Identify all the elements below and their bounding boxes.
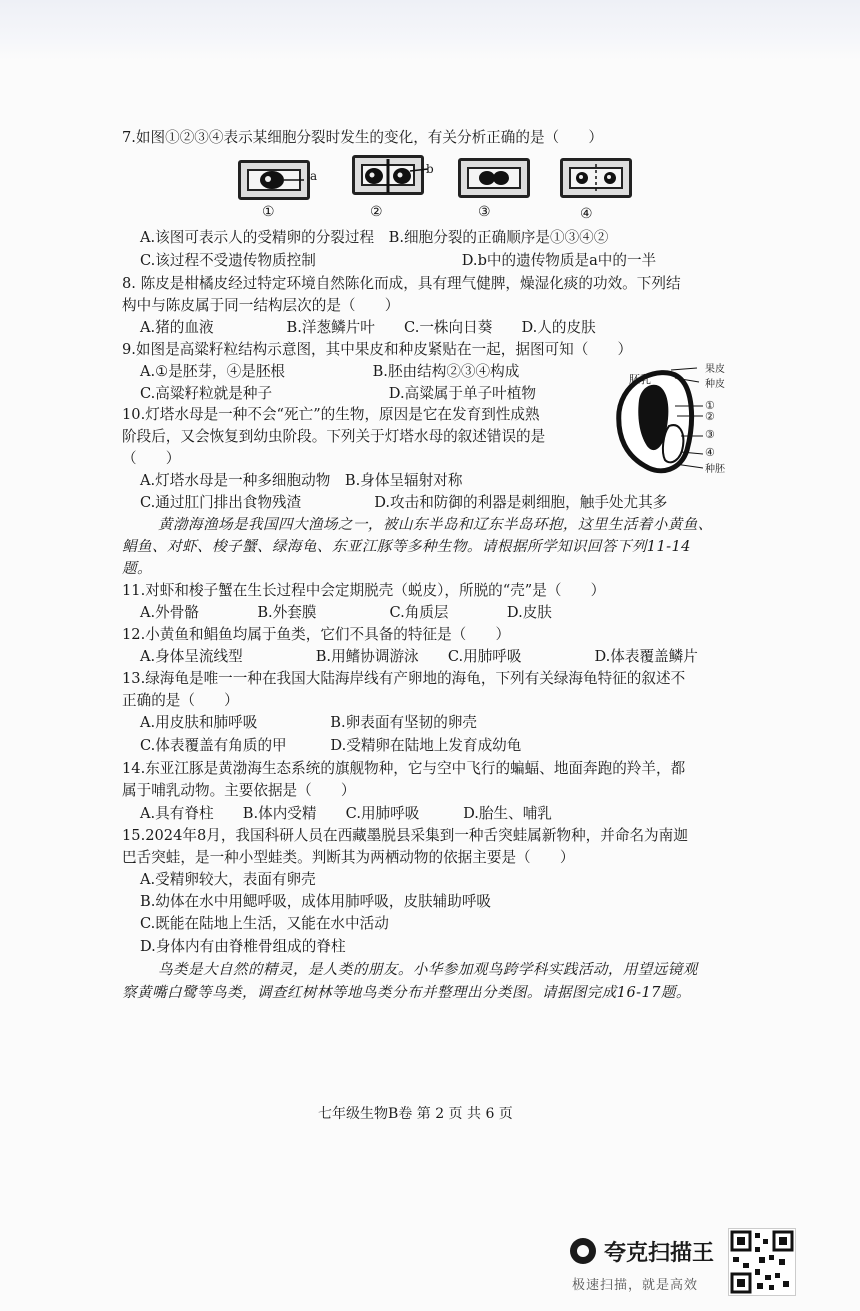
- question-15-option-b: B.幼体在水中用鳃呼吸，成体用肺呼吸，皮肤辅助呼吸: [140, 893, 492, 910]
- question-15-option-d: D.身体内有由脊椎骨组成的脊柱: [140, 938, 346, 955]
- sorghum-seed-diagram: [605, 360, 755, 480]
- question-10-options-ab: A.灯塔水母是一种多细胞动物 B.身体呈辐射对称: [140, 472, 463, 489]
- question-13-options-cd: C.体表覆盖有角质的甲 D.受精卵在陆地上发育成幼龟: [140, 737, 522, 754]
- label-structure-1: ①: [705, 399, 715, 412]
- scan-top-band: [0, 0, 860, 60]
- question-11: 11.对虾和梭子蟹在生长过程中会定期脱壳（蜕皮），所脱的“壳”是（ ）: [122, 582, 606, 599]
- question-12: 12.小黄鱼和鲳鱼均属于鱼类，它们不具备的特征是（ ）: [122, 626, 511, 643]
- label-seed-coat: 种皮: [705, 379, 725, 390]
- question-12-options: A.身体呈流线型 B.用鳍协调游泳 C.用肺呼吸 D.体表覆盖鳞片: [140, 648, 698, 665]
- question-13-line-1: 13.绿海龟是唯一一种在我国大陆海岸线有产卵地的海龟，下列有关绿海龟特征的叙述不: [122, 670, 686, 687]
- intro-16-17-line-2: 察黄嘴白鹭等鸟类，调查红树林等地鸟类分布并整理出分类图。请据图完成16-17题。: [122, 984, 691, 1001]
- scanner-slogan: 极速扫描，就是高效: [572, 1278, 699, 1293]
- question-13-options-ab: A.用皮肤和肺呼吸 B.卵表面有坚韧的卵壳: [140, 714, 478, 731]
- label-a: a: [310, 169, 318, 183]
- question-7-options-ab: A.该图可表示人的受精卵的分裂过程 B.细胞分裂的正确顺序是①③④②: [140, 229, 609, 246]
- label-structure-3: ③: [705, 428, 715, 441]
- question-10-options-cd: C.通过肛门排出食物残渣 D.攻击和防御的利器是刺细胞，触手处尤其多: [140, 494, 668, 511]
- question-15-line-2: 巴舌突蛙，是一种小型蛙类。判断其为两栖动物的依据主要是（ ）: [122, 849, 575, 866]
- scanner-brand-name: 夸克扫描王: [604, 1241, 715, 1266]
- question-15-option-a: A.受精卵较大，表面有卵壳: [140, 871, 316, 888]
- page-footer: 七年级生物B卷 第 2 页 共 6 页: [318, 1106, 513, 1122]
- question-14-options: A.具有脊柱 B.体内受精 C.用肺呼吸 D.胎生、哺乳: [140, 805, 552, 822]
- label-structure-4: ④: [705, 446, 715, 459]
- question-8-line-2: 构中与陈皮属于同一结构层次的是（ ）: [122, 297, 400, 314]
- question-8-line-1: 8. 陈皮是柑橘皮经过特定环境自然陈化而成，具有理气健脾，燥湿化痰的功效。下列结: [122, 275, 681, 292]
- question-15-option-c: C.既能在陆地上生活，又能在水中活动: [140, 915, 389, 932]
- label-embryo: 种胚: [705, 464, 725, 475]
- intro-11-14-line-3: 题。: [122, 560, 152, 577]
- figure-number-2: ②: [370, 204, 383, 220]
- label-b: b: [426, 162, 434, 176]
- label-endosperm: 胚乳: [629, 373, 651, 386]
- intro-16-17-line-1: 鸟类是大自然的精灵，是人类的朋友。小华参加观鸟跨学科实践活动，用望远镜观: [158, 961, 698, 978]
- figure-number-3: ③: [478, 204, 491, 220]
- question-7-options-cd: C.该过程不受遗传物质控制 D.b中的遗传物质是a中的一半: [140, 252, 657, 269]
- label-pericarp: 果皮: [705, 364, 725, 375]
- question-9-options-ab: A.①是胚芽，④是胚根 B.胚由结构②③④构成: [140, 363, 520, 380]
- intro-11-14-line-1: 黄渤海渔场是我国四大渔场之一，被山东半岛和辽东半岛环抱，这里生活着小黄鱼、: [158, 516, 713, 533]
- question-9: 9.如图是高粱籽粒结构示意图，其中果皮和种皮紧贴在一起，据图可知（ ）: [122, 341, 633, 358]
- question-7: 7.如图①②③④表示某细胞分裂时发生的变化，有关分析正确的是（ ）: [122, 129, 603, 146]
- question-10-line-2: 阶段后，又会恢复到幼虫阶段。下列关于灯塔水母的叙述错误的是: [122, 428, 546, 445]
- question-14-line-2: 属于哺乳动物。主要依据是（ ）: [122, 782, 356, 799]
- label-structure-2: ②: [705, 410, 715, 423]
- question-15-line-1: 15.2024年8月，我国科研人员在西藏墨脱县采集到一种舌突蛙属新物种，并命名为南迦: [122, 827, 688, 844]
- question-14-line-1: 14.东亚江豚是黄渤海生态系统的旗舰物种，它与空中飞行的蝙蝠、地面奔跑的羚羊，都: [122, 760, 686, 777]
- question-10-line-1: 10.灯塔水母是一种不会“死亡”的生物，原因是它在发育到性成熟: [122, 406, 540, 423]
- figure-number-1: ①: [262, 204, 275, 220]
- question-13-line-2: 正确的是（ ）: [122, 692, 239, 709]
- question-8-options: A.猪的血液 B.洋葱鳞片叶 C.一株向日葵 D.人的皮肤: [140, 319, 596, 336]
- cell-3-nucleus: [458, 158, 530, 200]
- intro-11-14-line-2: 鲳鱼、对虾、梭子蟹、绿海龟、东亚江豚等多种生物。请根据所学知识回答下列11-14: [122, 538, 691, 555]
- figure-number-4: ④: [580, 206, 593, 222]
- scanner-logo-icon: [570, 1238, 596, 1264]
- question-9-options-cd: C.高粱籽粒就是种子 D.高粱属于单子叶植物: [140, 385, 536, 402]
- qr-code-icon: [728, 1228, 796, 1296]
- question-10-line-3: （ ）: [122, 450, 181, 467]
- question-11-options: A.外骨骼 B.外套膜 C.角质层 D.皮肤: [140, 604, 552, 621]
- cell-4-nuclei: [560, 158, 632, 200]
